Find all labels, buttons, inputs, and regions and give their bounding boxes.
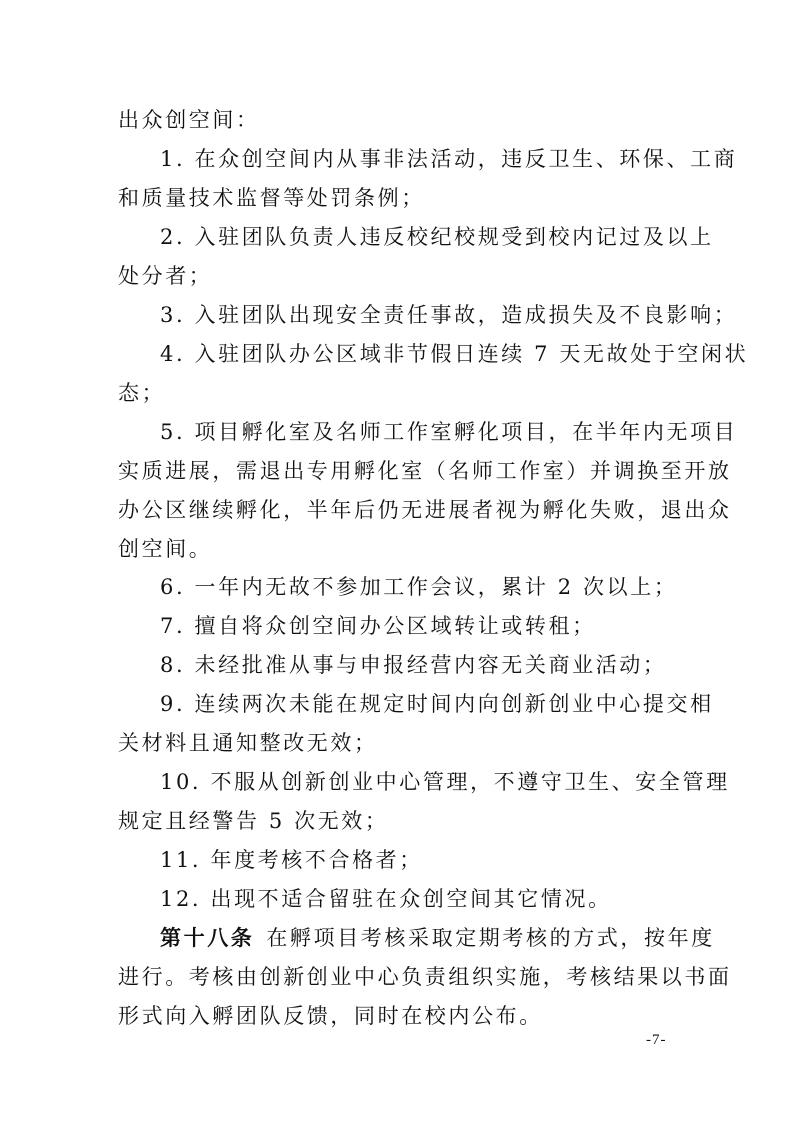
text-line: 1. 在众创空间内从事非法活动，违反卫生、环保、工商 <box>160 146 738 171</box>
text-line: 态； <box>118 380 166 405</box>
article-18-line-3: 形式向入孵团队反馈，同时在校内公布。 <box>118 1004 543 1028</box>
article-18-line-1 <box>160 922 715 952</box>
article-text: 在孵项目考核采取定期考核的方式，按年度 <box>266 926 715 951</box>
text-line: 3. 入驻团队出现安全责任事故，造成损失及不良影响； <box>160 302 738 327</box>
text-line: 2. 入驻团队负责人违反校纪校规受到校内记过及以上 <box>160 224 714 249</box>
text-line: 7. 擅自将众创空间办公区域转让或转租； <box>160 614 596 639</box>
text-line: 创空间。 <box>118 536 213 561</box>
text-line: 5. 项目孵化室及名师工作室孵化项目，在半年内无项目 <box>160 419 738 444</box>
text-line: 12. 出现不适合留驻在众创空间其它情况。 <box>160 887 612 912</box>
text-line: 10. 不服从创新创业中心管理，不遵守卫生、安全管理 <box>160 770 730 795</box>
text-line: 9. 连续两次未能在规定时间内向创新创业中心提交相 <box>160 692 714 717</box>
text-line: 处分者； <box>118 263 213 288</box>
article-18-line-2: 进行。考核由创新创业中心负责组织实施，考核结果以书面 <box>118 965 732 990</box>
text-line: 和质量技术监督等处罚条例； <box>118 185 425 210</box>
text-line: 关材料且通知整改无效； <box>118 731 378 756</box>
text-line: 规定且经警告 5 次无效； <box>118 809 389 834</box>
page-number: -7- <box>646 1032 667 1048</box>
text-line: 4. 入驻团队办公区域非节假日连续 7 天无故处于空闲状 <box>160 341 749 366</box>
text-line: 办公区继续孵化，半年后仍无进展者视为孵化失败，退出众 <box>118 497 732 522</box>
text-line: 11. 年度考核不合格者； <box>160 848 423 873</box>
text-line: 出众创空间： <box>118 108 260 132</box>
text-line: 6. 一年内无故不参加工作会议，累计 2 次以上； <box>160 575 678 600</box>
article-heading: 第十八条 <box>160 925 255 951</box>
text-line: 实质进展，需退出专用孵化室（名师工作室）并调换至开放 <box>118 458 732 483</box>
text-line: 8. 未经批准从事与申报经营内容无关商业活动； <box>160 653 667 678</box>
